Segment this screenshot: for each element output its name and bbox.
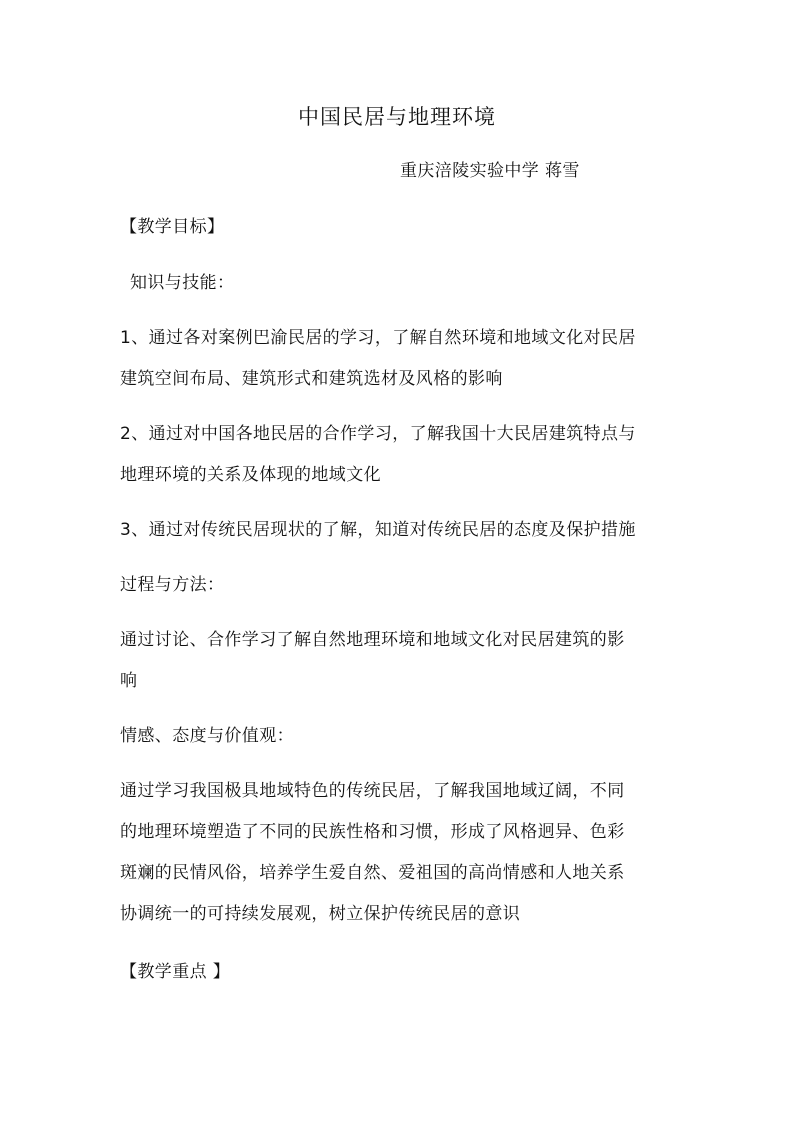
paragraph-line: 的地理环境塑造了不同的民族性格和习惯，形成了风格迥异、色彩 <box>120 822 625 842</box>
subheading-process: 过程与方法： <box>120 575 225 595</box>
paragraph-line: 3、通过对传统民居现状的了解，知道对传统民居的态度及保护措施 <box>120 520 636 540</box>
subheading-knowledge: 知识与技能： <box>130 273 235 293</box>
paragraph-line: 协调统一的可持续发展观，树立保护传统民居的意识 <box>120 904 521 924</box>
paragraph-line: 地理环境的关系及体现的地域文化 <box>120 465 381 485</box>
paragraph-line: 1、通过各对案例巴渝民居的学习，了解自然环境和地域文化对民居 <box>120 328 636 348</box>
paragraph-line: 通过讨论、合作学习了解自然地理环境和地域文化对民居建筑的影 <box>120 630 625 650</box>
section-heading-objectives: 【教学目标】 <box>120 217 225 237</box>
section-heading-key-points: 【教学重点 】 <box>120 962 231 982</box>
page-title: 中国民居与地理环境 <box>298 105 496 129</box>
paragraph-line: 响 <box>120 671 138 691</box>
subheading-emotion: 情感、态度与价值观： <box>120 726 294 746</box>
paragraph-line: 斑斓的民情风俗，培养学生爱自然、爱祖国的高尚情感和人地关系 <box>120 863 625 883</box>
paragraph-line: 建筑空间布局、建筑形式和建筑选材及风格的影响 <box>120 369 503 389</box>
paragraph-line: 通过学习我国极具地域特色的传统民居，了解我国地域辽阔，不同 <box>120 781 625 801</box>
paragraph-line: 2、通过对中国各地民居的合作学习，了解我国十大民居建筑特点与 <box>120 424 636 444</box>
author-line: 重庆涪陵实验中学 蒋雪 <box>400 161 580 181</box>
